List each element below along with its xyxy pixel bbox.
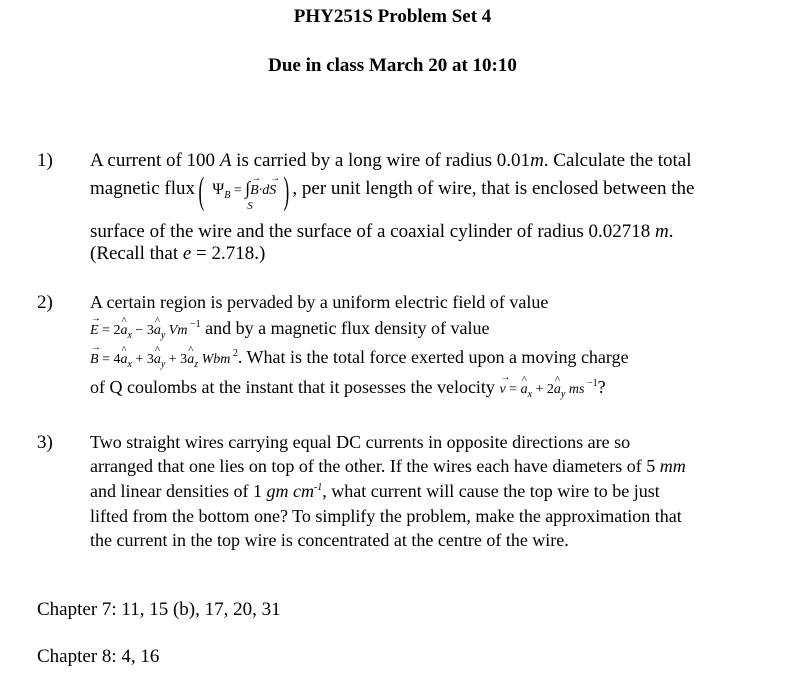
unit-exponent: −1 [584, 378, 598, 389]
unit: Vm [165, 323, 188, 338]
expr: = [505, 382, 521, 397]
text: ? [597, 377, 606, 397]
vector-S: → S [269, 183, 276, 199]
problem-3-line-2 [90, 456, 686, 477]
expr: − 3 [131, 323, 154, 338]
problem-1-line-4 [90, 243, 265, 265]
unit-vector-y: ^ a [554, 382, 561, 398]
flux-formula [212, 178, 279, 212]
text: = 2.718.) [191, 243, 266, 264]
problem-1-line-3 [90, 221, 674, 243]
text: . Calculate the total [543, 150, 692, 171]
electric-field-expression [90, 319, 201, 341]
text: and linear densities of 1 [90, 481, 267, 501]
unit-vector-y: ^ a [154, 352, 161, 368]
unit-vector-y: ^ a [154, 323, 161, 339]
vector-E: → E [90, 323, 99, 339]
sub-x: x [127, 330, 132, 341]
vector-B: → B [250, 183, 259, 199]
integral-subscript: S [247, 200, 253, 212]
unit-vector-x: ^ a [120, 323, 127, 339]
dot-d: ·d [258, 183, 270, 198]
text: . [668, 221, 674, 242]
problem-2-line-1: A certain region is pervaded by a uniform electric field of value [90, 292, 549, 312]
text: magnetic flux [90, 178, 195, 199]
vector-B: → B [90, 352, 99, 368]
problem-2-line-2 [90, 318, 490, 341]
psi-subscript: B [224, 190, 231, 201]
problem-2-line-4 [90, 377, 606, 400]
right-paren: ) [283, 170, 289, 212]
sub-y: y [160, 330, 166, 341]
sub-z: z [194, 359, 199, 370]
equals: = [230, 183, 246, 198]
problem-3-line-4: lifted from the bottom one? To simplify the problem, make the approximation that [90, 506, 682, 526]
sub-y: y [560, 389, 566, 400]
euler-e: e [182, 243, 192, 264]
expr: + 3 [131, 352, 154, 367]
problem-3-line-1: Two straight wires carrying equal DC currents in opposite directions are so [90, 432, 631, 452]
unit-meter: m [655, 221, 669, 242]
problem-3-line-3 [90, 481, 660, 502]
text: (Recall that [90, 243, 183, 264]
text: , what current will cause the top wire to be just [322, 481, 660, 501]
sub-x: x [127, 359, 132, 370]
text: and by a magnetic flux density of value [200, 318, 490, 338]
sub-x: x [527, 389, 533, 400]
problem-3-line-5: the current in the top wire is concentrated at the centre of the wire. [90, 530, 569, 550]
problem-1-line-2 [90, 170, 695, 212]
sub-y: y [160, 359, 166, 370]
problem-1-line-1 [90, 150, 692, 172]
text: . What is the total force exerted upon a moving charge [237, 347, 629, 367]
chapter-8-assignment: Chapter 8: 4, 16 [37, 646, 160, 667]
unit-mm: mm [659, 456, 686, 476]
integral-sign: ∫ [245, 178, 251, 198]
unit: Wbm [198, 352, 231, 367]
text: surface of the wire and the surface of a coaxial cylinder of radius 0.02718 [90, 221, 656, 242]
unit-vector-x: ^ a [120, 352, 127, 368]
text: arranged that one lies on top of the other. If the wires each have diameters of 5 [90, 456, 660, 476]
expr: + 3 [165, 352, 188, 367]
left-paren: ( [198, 170, 205, 212]
unit-exponent: −1 [187, 319, 201, 330]
unit-density: gm cm [266, 481, 314, 501]
problem-set-title: PHY251S Problem Set 4 [293, 6, 492, 27]
problem-2-number: 2) [37, 292, 53, 313]
chapter-7-assignment: Chapter 7: 11, 15 (b), 17, 20, 31 [37, 599, 281, 620]
problem-3-number: 3) [37, 432, 53, 453]
unit-exponent: -1 [313, 482, 323, 493]
problem-1-number: 1) [37, 150, 53, 171]
unit-vector-x: ^ a [521, 382, 528, 398]
psi-symbol: Ψ [212, 181, 225, 198]
text: is carried by a long wire of radius 0.01 [231, 150, 531, 171]
unit-meter: m [530, 150, 544, 171]
due-date: Due in class March 20 at 10:10 [268, 55, 517, 76]
magnetic-field-expression [90, 348, 238, 370]
unit-ampere: A [219, 150, 232, 171]
text: , per unit length of wire, that is enclosed between the [292, 178, 695, 199]
problem-2-line-3 [90, 347, 629, 370]
expr: = 2 [98, 323, 121, 338]
expr: + 2 [532, 382, 554, 397]
vector-v: → v [499, 382, 505, 398]
unit: ms [565, 382, 585, 397]
expr: = 4 [98, 352, 121, 367]
unit-exponent: 2 [230, 348, 238, 359]
text: of Q coulombs at the instant that it posesses the velocity [90, 377, 500, 397]
text: A current of 100 [90, 150, 220, 171]
unit-vector-z: ^ a [187, 352, 194, 368]
velocity-expression [499, 378, 598, 400]
